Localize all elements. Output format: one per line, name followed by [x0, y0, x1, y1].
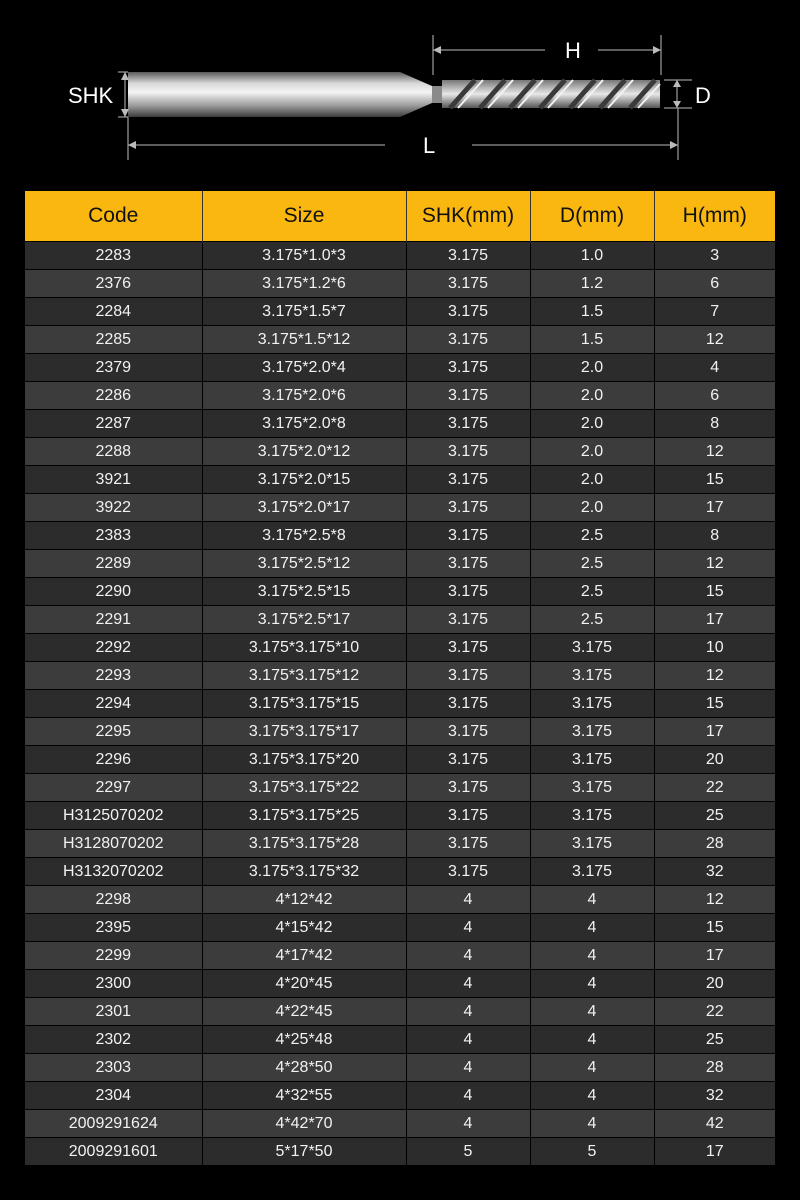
cell-code: H3125070202 [25, 802, 202, 830]
cell-size: 3.175*2.5*12 [202, 550, 406, 578]
cell-code: 2379 [25, 354, 202, 382]
cell-shk: 4 [406, 886, 530, 914]
d-label: D [695, 83, 711, 108]
cell-size: 3.175*1.0*3 [202, 242, 406, 270]
cell-shk: 3.175 [406, 746, 530, 774]
table-row [25, 1110, 775, 1138]
cell-h: 12 [654, 886, 775, 914]
cell-code: 2292 [25, 634, 202, 662]
cell-d: 3.175 [530, 634, 654, 662]
table-row [25, 382, 775, 410]
cell-code: 2301 [25, 998, 202, 1026]
flutes [442, 80, 660, 108]
cell-size: 4*22*45 [202, 998, 406, 1026]
cell-h: 20 [654, 970, 775, 998]
cell-size: 3.175*2.0*4 [202, 354, 406, 382]
cell-code: 2284 [25, 298, 202, 326]
cell-code: 2293 [25, 662, 202, 690]
table-row [25, 1054, 775, 1082]
table-row [25, 1138, 775, 1166]
cell-size: 4*17*42 [202, 942, 406, 970]
table-row [25, 410, 775, 438]
cell-h: 12 [654, 550, 775, 578]
cell-d: 1.2 [530, 270, 654, 298]
table-row [25, 774, 775, 802]
cell-d: 2.0 [530, 438, 654, 466]
cell-shk: 3.175 [406, 690, 530, 718]
cell-h: 8 [654, 522, 775, 550]
cell-code: H3132070202 [25, 858, 202, 886]
cell-d: 3.175 [530, 690, 654, 718]
cell-shk: 4 [406, 970, 530, 998]
cell-h: 4 [654, 354, 775, 382]
cell-h: 15 [654, 466, 775, 494]
table-row [25, 1082, 775, 1110]
cell-code: 2290 [25, 578, 202, 606]
cell-h: 6 [654, 382, 775, 410]
cell-h: 10 [654, 634, 775, 662]
table-row [25, 886, 775, 914]
cell-shk: 3.175 [406, 298, 530, 326]
cell-d: 4 [530, 1054, 654, 1082]
cell-h: 22 [654, 774, 775, 802]
cell-code: H3128070202 [25, 830, 202, 858]
cell-h: 12 [654, 662, 775, 690]
cell-size: 3.175*1.5*7 [202, 298, 406, 326]
cell-code: 2009291624 [25, 1110, 202, 1138]
cell-shk: 4 [406, 1082, 530, 1110]
column-header-size: Size [202, 191, 406, 242]
cell-h: 6 [654, 270, 775, 298]
cell-size: 3.175*3.175*15 [202, 690, 406, 718]
cell-code: 2297 [25, 774, 202, 802]
cell-shk: 4 [406, 914, 530, 942]
cell-h: 15 [654, 690, 775, 718]
cell-d: 4 [530, 1026, 654, 1054]
cell-d: 4 [530, 998, 654, 1026]
cell-shk: 5 [406, 1138, 530, 1166]
cell-code: 2296 [25, 746, 202, 774]
cell-size: 3.175*1.2*6 [202, 270, 406, 298]
cell-shk: 4 [406, 1026, 530, 1054]
cell-h: 28 [654, 1054, 775, 1082]
cell-size: 3.175*2.5*8 [202, 522, 406, 550]
cell-h: 17 [654, 718, 775, 746]
cell-size: 4*20*45 [202, 970, 406, 998]
cell-d: 4 [530, 1110, 654, 1138]
cell-d: 2.0 [530, 354, 654, 382]
cell-size: 3.175*2.0*15 [202, 466, 406, 494]
cell-d: 2.0 [530, 382, 654, 410]
cell-size: 3.175*2.5*15 [202, 578, 406, 606]
cell-code: 3922 [25, 494, 202, 522]
cell-d: 3.175 [530, 830, 654, 858]
cell-code: 2289 [25, 550, 202, 578]
cell-shk: 3.175 [406, 270, 530, 298]
cell-shk: 3.175 [406, 774, 530, 802]
cell-size: 4*15*42 [202, 914, 406, 942]
cell-size: 3.175*3.175*25 [202, 802, 406, 830]
cell-code: 2283 [25, 242, 202, 270]
cell-shk: 3.175 [406, 662, 530, 690]
cell-size: 4*42*70 [202, 1110, 406, 1138]
cell-shk: 3.175 [406, 858, 530, 886]
cell-h: 17 [654, 494, 775, 522]
table-row [25, 970, 775, 998]
cell-code: 2285 [25, 326, 202, 354]
cell-d: 1.5 [530, 298, 654, 326]
cell-h: 12 [654, 438, 775, 466]
cell-code: 2295 [25, 718, 202, 746]
cell-d: 1.5 [530, 326, 654, 354]
cell-d: 4 [530, 970, 654, 998]
cell-d: 4 [530, 942, 654, 970]
cell-code: 2288 [25, 438, 202, 466]
cell-code: 2009291601 [25, 1138, 202, 1166]
cell-shk: 4 [406, 1110, 530, 1138]
cell-shk: 3.175 [406, 466, 530, 494]
cell-h: 22 [654, 998, 775, 1026]
cell-size: 4*25*48 [202, 1026, 406, 1054]
cell-h: 28 [654, 830, 775, 858]
cell-h: 25 [654, 1026, 775, 1054]
cell-size: 3.175*3.175*17 [202, 718, 406, 746]
cell-shk: 3.175 [406, 242, 530, 270]
cell-d: 4 [530, 1082, 654, 1110]
cell-code: 2302 [25, 1026, 202, 1054]
cell-code: 2395 [25, 914, 202, 942]
cell-size: 3.175*1.5*12 [202, 326, 406, 354]
spec-table [25, 191, 775, 1165]
cell-shk: 3.175 [406, 550, 530, 578]
table-row [25, 746, 775, 774]
cell-shk: 4 [406, 942, 530, 970]
cell-d: 3.175 [530, 746, 654, 774]
cell-code: 2303 [25, 1054, 202, 1082]
cell-d: 3.175 [530, 662, 654, 690]
cell-h: 20 [654, 746, 775, 774]
cell-h: 7 [654, 298, 775, 326]
cell-shk: 3.175 [406, 410, 530, 438]
cell-d: 5 [530, 1138, 654, 1166]
cell-size: 3.175*2.0*8 [202, 410, 406, 438]
cell-h: 3 [654, 242, 775, 270]
cell-d: 1.0 [530, 242, 654, 270]
cell-d: 2.0 [530, 494, 654, 522]
cell-shk: 4 [406, 998, 530, 1026]
cell-h: 8 [654, 410, 775, 438]
cell-size: 3.175*3.175*22 [202, 774, 406, 802]
table-row [25, 550, 775, 578]
cell-size: 4*28*50 [202, 1054, 406, 1082]
table-row [25, 914, 775, 942]
cell-d: 2.0 [530, 410, 654, 438]
cell-shk: 3.175 [406, 802, 530, 830]
cell-h: 25 [654, 802, 775, 830]
cell-shk: 3.175 [406, 382, 530, 410]
cell-shk: 3.175 [406, 438, 530, 466]
cell-shk: 3.175 [406, 830, 530, 858]
cell-code: 2383 [25, 522, 202, 550]
table-row [25, 298, 775, 326]
table-row [25, 466, 775, 494]
cell-shk: 3.175 [406, 522, 530, 550]
cell-shk: 3.175 [406, 494, 530, 522]
cell-code: 2300 [25, 970, 202, 998]
shank [128, 72, 442, 117]
cell-shk: 3.175 [406, 606, 530, 634]
cell-code: 2294 [25, 690, 202, 718]
cell-size: 4*12*42 [202, 886, 406, 914]
cell-shk: 3.175 [406, 634, 530, 662]
cell-shk: 3.175 [406, 354, 530, 382]
table-row [25, 634, 775, 662]
cell-h: 32 [654, 1082, 775, 1110]
cell-shk: 3.175 [406, 718, 530, 746]
cell-h: 12 [654, 326, 775, 354]
table-row [25, 942, 775, 970]
cell-code: 2376 [25, 270, 202, 298]
cell-d: 2.0 [530, 466, 654, 494]
cell-d: 3.175 [530, 802, 654, 830]
cell-d: 3.175 [530, 718, 654, 746]
cell-size: 4*32*55 [202, 1082, 406, 1110]
table-row [25, 270, 775, 298]
cell-d: 2.5 [530, 550, 654, 578]
cell-d: 3.175 [530, 858, 654, 886]
cell-size: 3.175*3.175*32 [202, 858, 406, 886]
table-row [25, 494, 775, 522]
cell-d: 3.175 [530, 774, 654, 802]
l-label: L [423, 133, 436, 158]
cell-d: 2.5 [530, 606, 654, 634]
cell-size: 3.175*2.5*17 [202, 606, 406, 634]
end-mill-drawing [0, 0, 800, 185]
table-row [25, 578, 775, 606]
cell-code: 2299 [25, 942, 202, 970]
column-header-d: D(mm) [530, 191, 654, 242]
cell-d: 4 [530, 886, 654, 914]
column-header-code: Code [25, 191, 202, 242]
cell-h: 15 [654, 914, 775, 942]
cell-size: 3.175*3.175*20 [202, 746, 406, 774]
table-row [25, 998, 775, 1026]
cell-size: 3.175*2.0*17 [202, 494, 406, 522]
cell-shk: 3.175 [406, 326, 530, 354]
cell-code: 2298 [25, 886, 202, 914]
shk-label: SHK [68, 83, 114, 108]
table-row [25, 1026, 775, 1054]
table-row [25, 662, 775, 690]
cell-shk: 3.175 [406, 578, 530, 606]
cell-size: 5*17*50 [202, 1138, 406, 1166]
cell-h: 17 [654, 1138, 775, 1166]
cell-shk: 4 [406, 1054, 530, 1082]
cell-size: 3.175*3.175*10 [202, 634, 406, 662]
table-body [25, 242, 775, 1166]
cell-code: 2304 [25, 1082, 202, 1110]
cell-h: 17 [654, 606, 775, 634]
cell-d: 2.5 [530, 522, 654, 550]
end-mill-diagram [0, 0, 800, 185]
cell-h: 17 [654, 942, 775, 970]
cell-size: 3.175*2.0*12 [202, 438, 406, 466]
table-row [25, 830, 775, 858]
cell-d: 2.5 [530, 578, 654, 606]
table-row [25, 690, 775, 718]
table-row [25, 326, 775, 354]
column-header-shk: SHK(mm) [406, 191, 530, 242]
cell-d: 4 [530, 914, 654, 942]
cell-code: 2286 [25, 382, 202, 410]
cell-h: 32 [654, 858, 775, 886]
h-label: H [565, 38, 581, 63]
table-row [25, 802, 775, 830]
cell-size: 3.175*3.175*28 [202, 830, 406, 858]
table-row [25, 522, 775, 550]
table-row [25, 438, 775, 466]
table-header-row [25, 191, 775, 242]
cell-code: 2291 [25, 606, 202, 634]
cell-h: 42 [654, 1110, 775, 1138]
cell-size: 3.175*3.175*12 [202, 662, 406, 690]
table-row [25, 242, 775, 270]
cell-size: 3.175*2.0*6 [202, 382, 406, 410]
table-row [25, 718, 775, 746]
table-row [25, 606, 775, 634]
cell-h: 15 [654, 578, 775, 606]
cell-code: 2287 [25, 410, 202, 438]
table-row [25, 354, 775, 382]
table-row [25, 858, 775, 886]
column-header-h: H(mm) [654, 191, 775, 242]
cell-code: 3921 [25, 466, 202, 494]
